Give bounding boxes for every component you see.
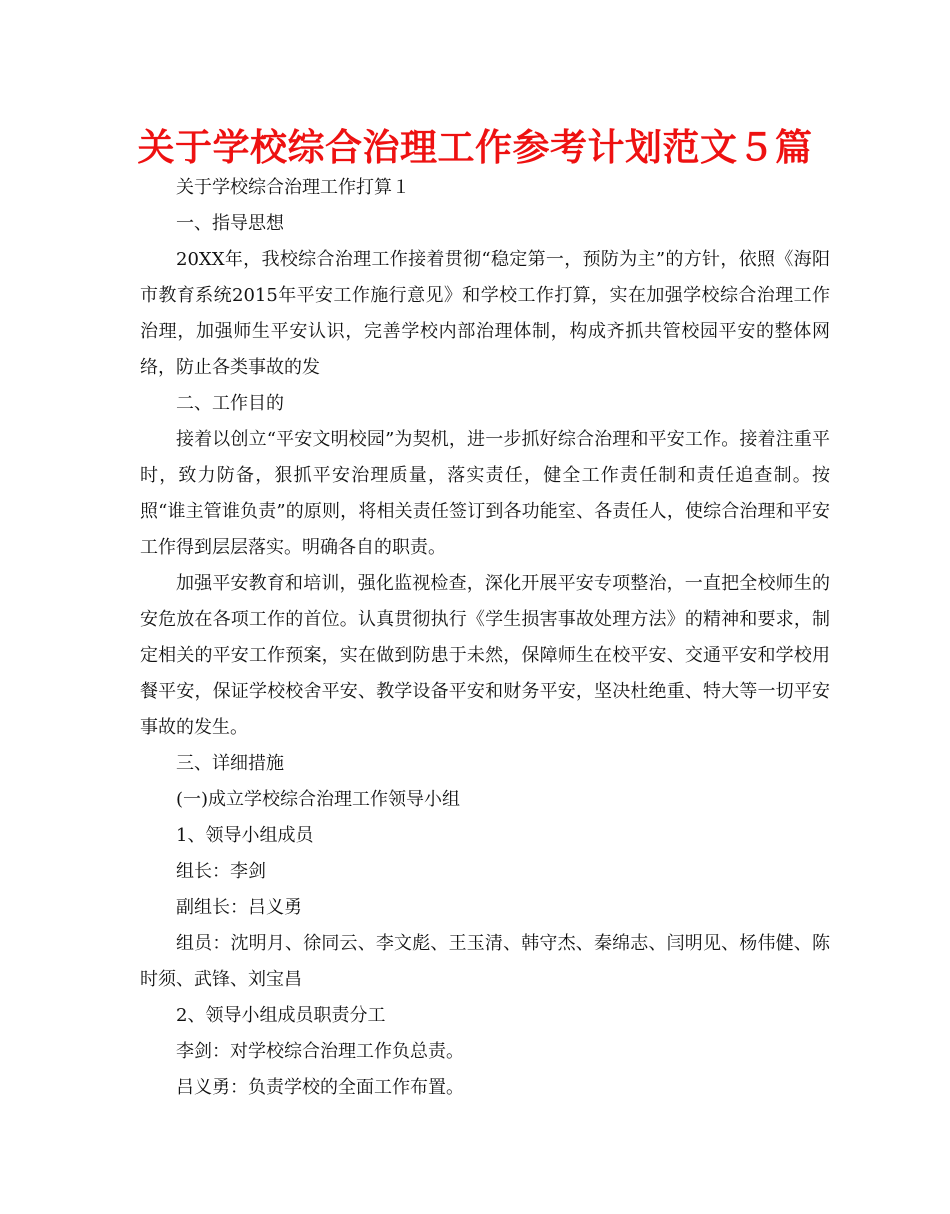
document-body <box>140 170 830 1106</box>
line-duty-li-jian: 李剑：对学校综合治理工作负总责。 <box>176 1041 464 1062</box>
line-duty-lv-yiyong: 吕义勇：负责学校的全面工作布置。 <box>176 1077 464 1098</box>
subheading-leadership-group: (一)成立学校综合治理工作领导小组 <box>176 789 461 810</box>
item-group-members: 1、领导小组成员 <box>176 825 314 846</box>
item-duty-division: 2、领导小组成员职责分工 <box>176 1005 386 1026</box>
section-heading-work-goals: 二、工作目的 <box>176 393 284 414</box>
section-heading-plan-1: 关于学校综合治理工作打算１ <box>176 177 410 198</box>
line-group-leader: 组长：李剑 <box>176 861 266 882</box>
document-title: 关于学校综合治理工作参考计划范文５篇 <box>137 126 813 169</box>
line-deputy-leader: 副组长：吕义勇 <box>176 897 302 918</box>
paragraph-work-goals: 接着以创立“平安文明校园”为契机，进一步抓好综合治理和平安工作。接着注重平时，致力防备，狠抓平安治理质量，落实责任，健全工作责任制和责任追查制。按照“谁主管谁负责”的原则，将相关责任签订到各功能室、各责任人，使综合治理和平安工作得到层层落实。明确各自的职责。 <box>140 429 830 558</box>
line-group-members: 组员：沈明月、徐同云、李文彪、王玉清、韩守杰、秦绵志、闫明见、杨伟健、陈时须、武锋、刘宝昌 <box>140 933 830 990</box>
section-heading-guiding-thought: 一、指导思想 <box>176 213 284 234</box>
paragraph-safety-education: 加强平安教育和培训，强化监视检查，深化开展平安专项整治，一直把全校师生的安危放在各项工作的首位。认真贯彻执行《学生损害事故处理方法》的精神和要求，制定相关的平安工作预案，实在做到防患于未然，保障师生在校平安、交通平安和学校用餐平安，保证学校校舍平安、教学设备平安和财务平安，坚决杜绝重、特大等一切平安事故的发生。 <box>140 573 830 738</box>
section-heading-measures: 三、详细措施 <box>176 753 284 774</box>
paragraph-guiding-thought: 20XX年，我校综合治理工作接着贯彻“稳定第一，预防为主”的方针，依照《海阳市教育系统2015年平安工作施行意见》和学校工作打算，实在加强学校综合治理工作治理，加强师生平安认识，完善学校内部治理体制，构成齐抓共管校园平安的整体网络，防止各类事故的发 <box>140 249 830 378</box>
